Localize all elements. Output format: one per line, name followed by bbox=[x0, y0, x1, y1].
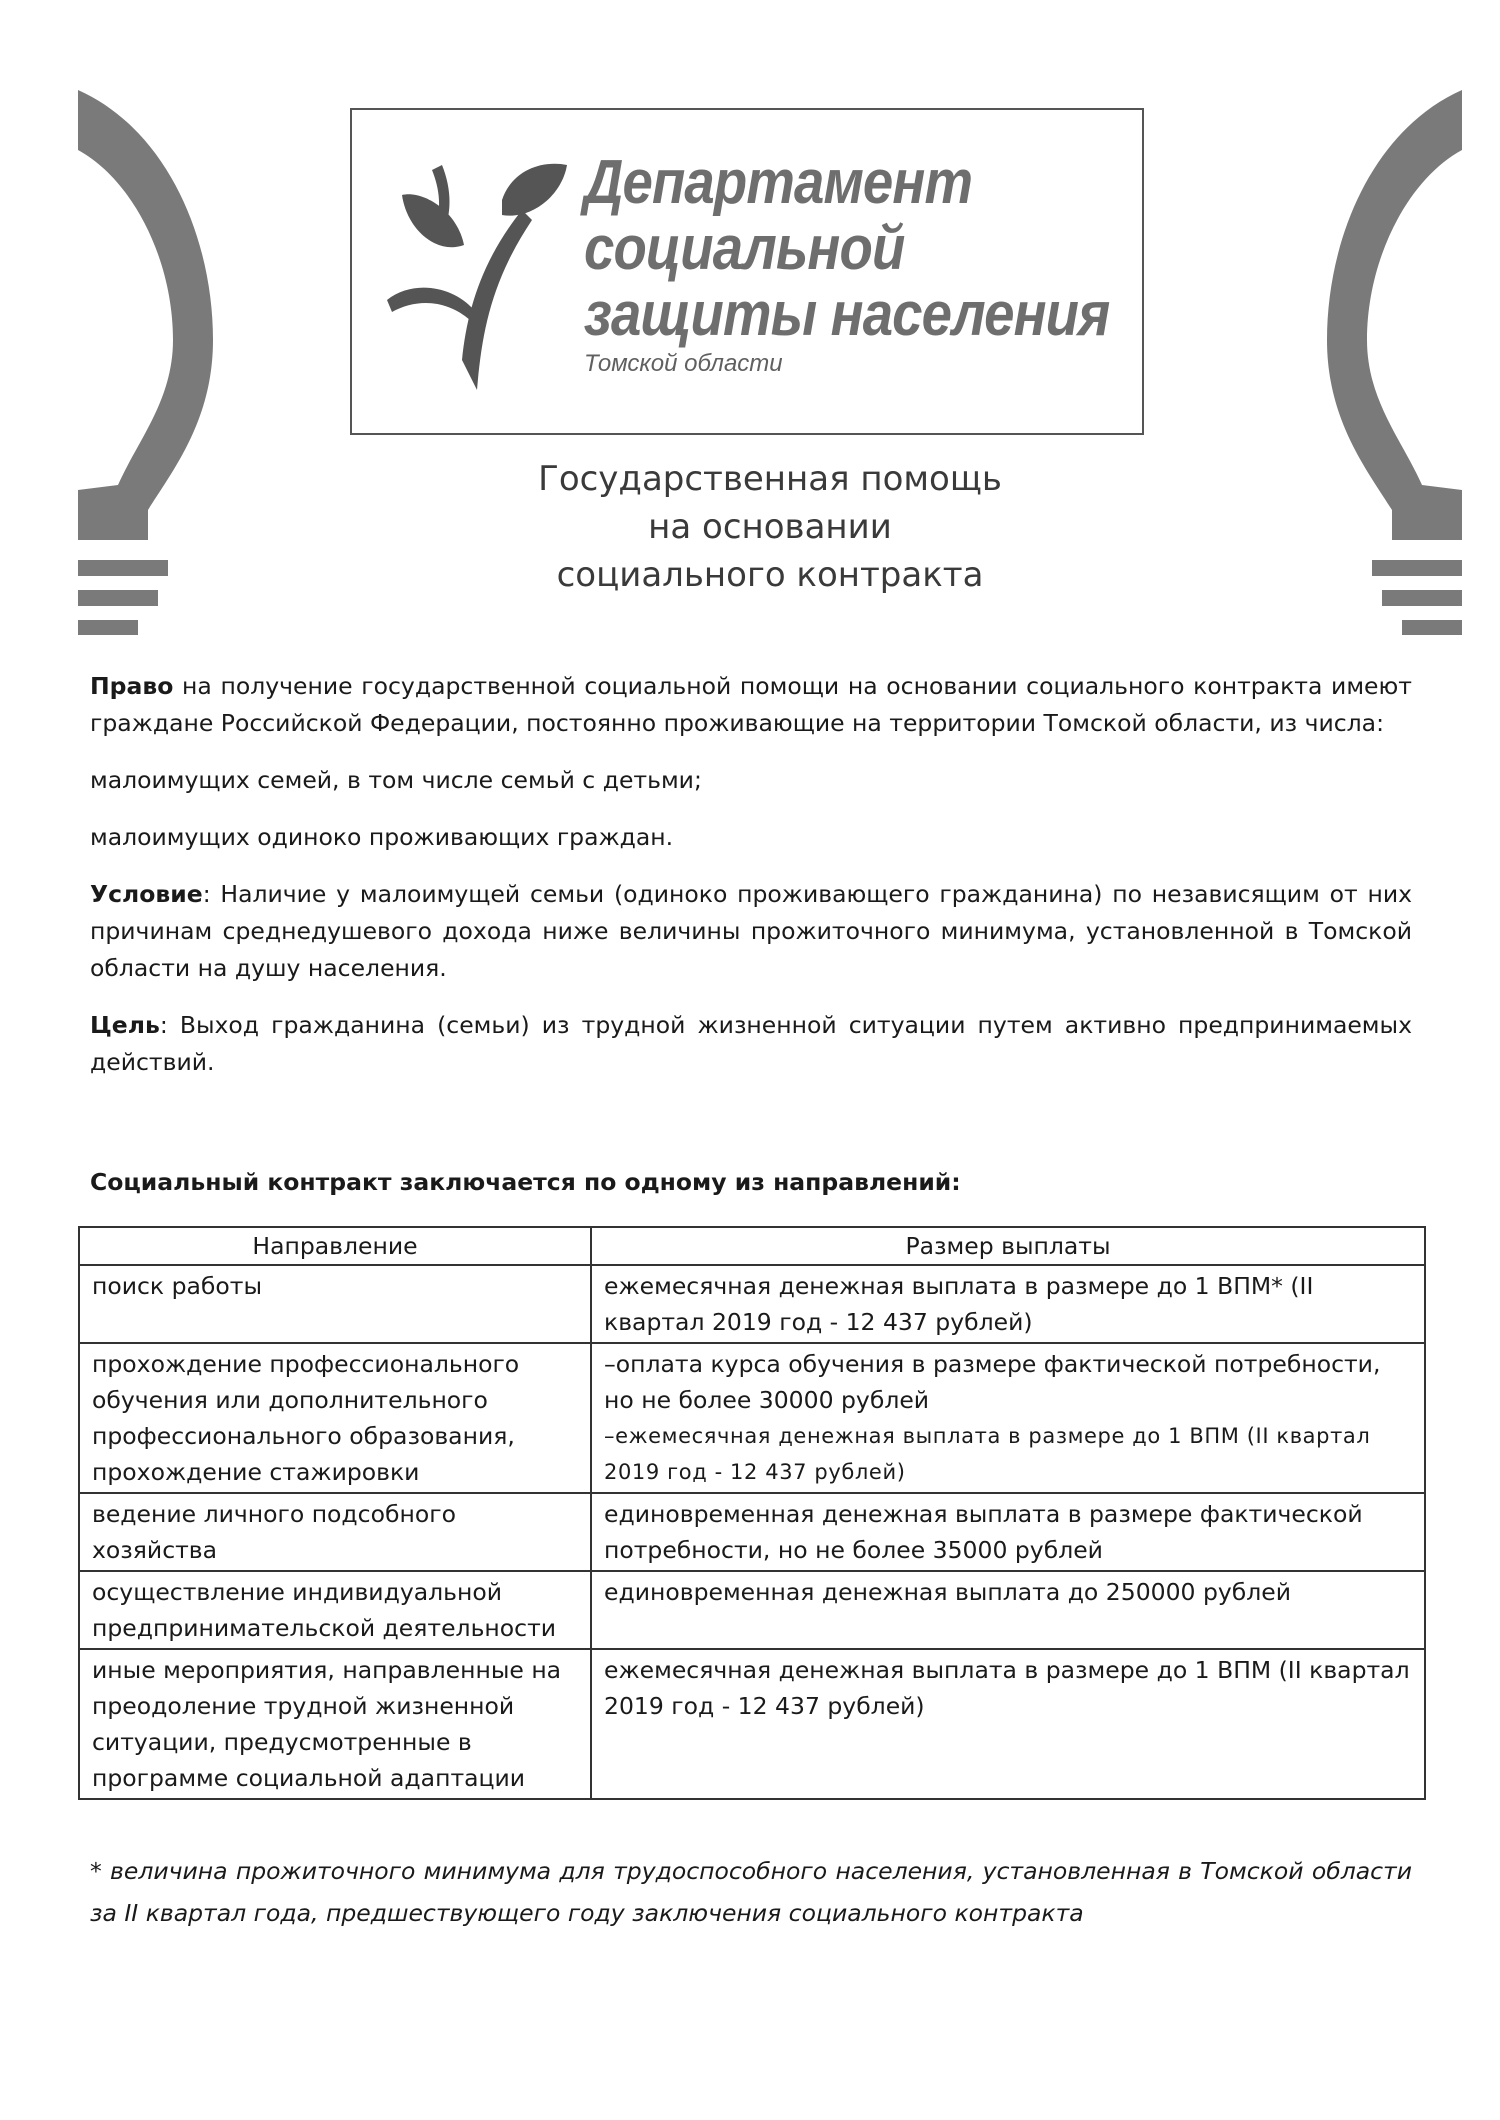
table-row bbox=[79, 1493, 1425, 1571]
direction-cell: осуществление индивидуальной предпринимательской деятельности bbox=[79, 1571, 591, 1649]
logo-line-2: социальной bbox=[584, 214, 905, 283]
department-logo bbox=[350, 108, 1144, 435]
intro-lead: Право bbox=[90, 672, 174, 700]
footnote: * величина прожиточного минимума для трудоспособного населения, установленная в Томской области за II квартал года, предшествующего году заключения социального контракта bbox=[90, 1857, 1412, 1927]
directions-table bbox=[78, 1226, 1426, 1800]
payment-cell bbox=[591, 1343, 1425, 1493]
table-heading: Социальный контракт заключается по одному из направлений: bbox=[90, 1168, 961, 1196]
logo-wordmark bbox=[584, 148, 1181, 377]
intro-text: на получение государственной социальной помощи на основании социального контракта имеют граждане Российской Федерации, постоянно проживающие на территории Томской области, из числа: bbox=[90, 672, 1412, 737]
direction-cell: поиск работы bbox=[79, 1265, 591, 1343]
column-header-payment: Размер выплаты bbox=[591, 1227, 1425, 1265]
payment-cell: единовременная денежная выплата до 250000 рублей bbox=[591, 1571, 1425, 1649]
condition-lead: Условие bbox=[90, 880, 203, 908]
logo-line-1: Департамент bbox=[584, 148, 973, 217]
payment-cell: ежемесячная денежная выплата в размере до 1 ВПМ (II квартал 2019 год - 12 437 рублей) bbox=[591, 1649, 1425, 1799]
title-line-3: социального контракта bbox=[556, 555, 984, 595]
table-row bbox=[79, 1343, 1425, 1493]
goal-text: : Выход гражданина (семьи) из трудной жизненной ситуации путем активно предпринимаемых действий. bbox=[90, 1011, 1412, 1076]
table-row bbox=[79, 1571, 1425, 1649]
lightbulb-right-icon bbox=[1322, 90, 1462, 635]
payment-item: –ежемесячная денежная выплата в размере до 1 ВПМ (II квартал 2019 год - 12 437 рублей) bbox=[604, 1424, 1371, 1484]
goal-lead: Цель bbox=[90, 1011, 160, 1039]
payment-cell: ежемесячная денежная выплата в размере до 1 ВПМ* (II квартал 2019 год - 12 437 рублей) bbox=[591, 1265, 1425, 1343]
table-header-row bbox=[79, 1227, 1425, 1265]
direction-cell: прохождение профессионального обучения или дополнительного профессионального образования, прохождение стажировки bbox=[79, 1343, 591, 1493]
table-row bbox=[79, 1649, 1425, 1799]
logo-region: Томской области bbox=[584, 350, 783, 377]
document-body bbox=[90, 668, 1412, 1101]
goal-paragraph bbox=[90, 1007, 1412, 1081]
payment-cell: единовременная денежная выплата в размере фактической потребности, но не более 35000 рублей bbox=[591, 1493, 1425, 1571]
column-header-direction: Направление bbox=[79, 1227, 591, 1265]
logo-line-3: защиты населения bbox=[584, 280, 1110, 349]
lightbulb-left-icon bbox=[78, 90, 218, 635]
title-line-2: на основании bbox=[648, 507, 892, 547]
title-line-1: Государственная помощь bbox=[538, 459, 1002, 499]
sprout-logo-icon bbox=[382, 160, 572, 390]
group-item: малоимущих одиноко проживающих граждан. bbox=[90, 823, 674, 851]
payment-item: –оплата курса обучения в размере фактической потребности, но не более 30000 рублей bbox=[604, 1350, 1381, 1414]
condition-text: : Наличие у малоимущей семьи (одиноко проживающего гражданина) по независящим от них причинам среднедушевого дохода ниже величины прожиточного минимума, установленной в Томской области на душу населения. bbox=[90, 880, 1412, 982]
group-item: малоимущих семей, в том числе семьй с детьми; bbox=[90, 766, 702, 794]
condition-paragraph bbox=[90, 876, 1412, 987]
page-title bbox=[390, 455, 1150, 599]
intro-paragraph bbox=[90, 668, 1412, 742]
direction-cell: ведение личного подсобного хозяйства bbox=[79, 1493, 591, 1571]
table-row bbox=[79, 1265, 1425, 1343]
direction-cell: иные мероприятия, направленные на преодоление трудной жизненной ситуации, предусмотренные в программе социальной адаптации bbox=[79, 1649, 591, 1799]
